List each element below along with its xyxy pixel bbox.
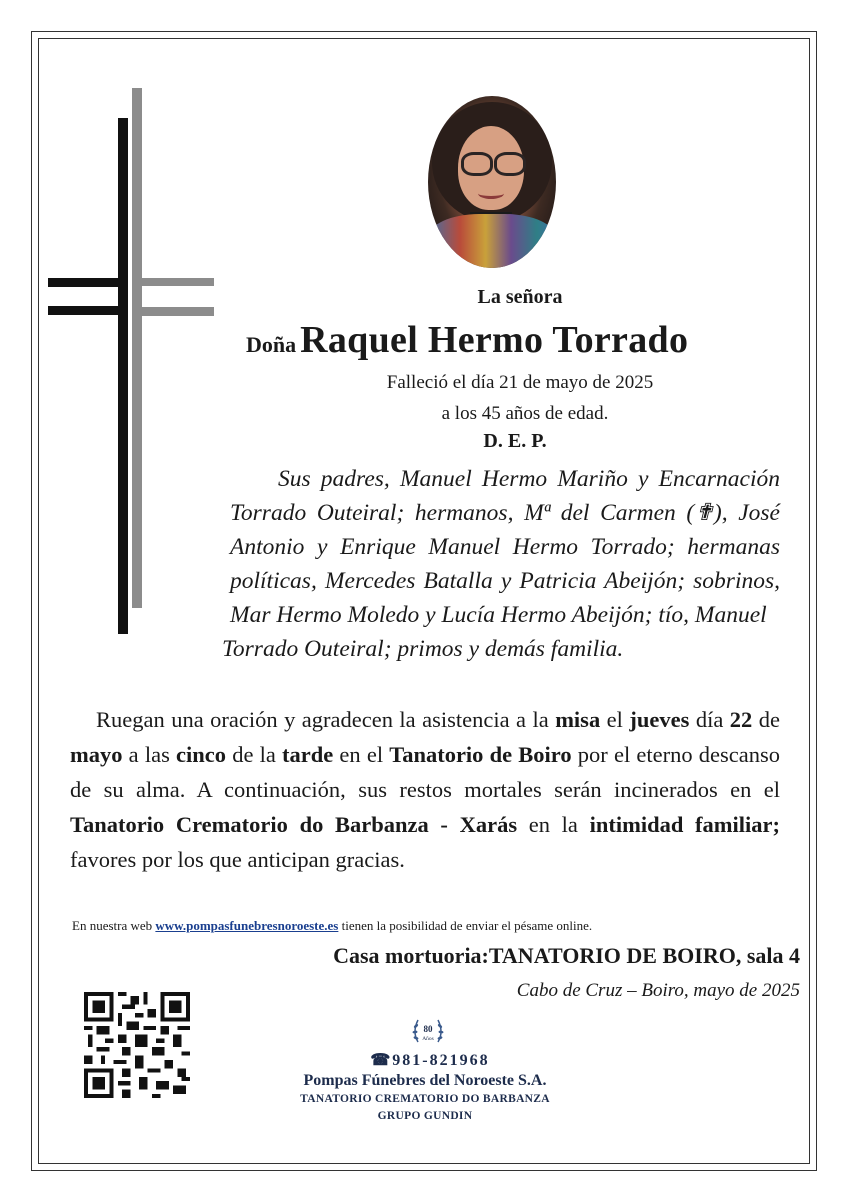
- qr-code-icon[interactable]: [84, 992, 190, 1098]
- mass-text: a las: [122, 742, 177, 767]
- mass-bold: misa: [555, 707, 601, 732]
- mass-bold: cinco: [176, 742, 227, 767]
- mass-bold: tarde: [282, 742, 334, 767]
- casa-mortuoria: Casa mortuoria:TANATORIO DE BOIRO, sala 4: [333, 943, 800, 968]
- age-line: a los 45 años de edad.: [441, 403, 609, 424]
- mass-text: día: [689, 707, 730, 732]
- web-note-suffix: tienen la posibilidad de enviar el pésame online.: [338, 918, 593, 933]
- deceased-name-line: [246, 318, 806, 362]
- mass-bold: 22: [729, 707, 753, 732]
- deceased-name: Raquel Hermo Torrado: [300, 319, 689, 361]
- place-date: Cabo de Cruz – Boiro, mayo de 2025: [516, 980, 800, 1001]
- family-text: Sus padres, Manuel Hermo Mariño y Encarnación Torrado Outeiral; hermanos, Mª del Carmen (✟), José Antonio y Enrique Manuel Hermo Torrado; hermanas políticas, Mercedes Batalla y Patricia Abeijón; sobrinos, Mar Hermo Moledo y Lucía Hermo Abeijón; tío, Manuel: [230, 466, 780, 628]
- phone-text: 981-821968: [392, 1052, 490, 1069]
- family-paragraph: [222, 462, 780, 666]
- tanatorio-name: TANATORIO CREMATORIO DO BARBANZA: [300, 1093, 550, 1105]
- title-la-senora: La señora: [477, 286, 563, 308]
- mass-bold: jueves: [629, 707, 690, 732]
- family-last-line: Torrado Outeiral; primos y demás familia.: [222, 636, 624, 662]
- mass-bold: Tanatorio de Boiro: [389, 742, 572, 767]
- mass-bold: Tanatorio Crematorio do Barbanza - Xarás: [70, 812, 518, 837]
- mass-bold: intimidad familiar;: [589, 812, 781, 837]
- mass-text: Ruegan una oración y agradecen la asistencia a la: [96, 707, 556, 732]
- mass-text: de la: [226, 742, 283, 767]
- mass-text: favores por los que anticipan gracias.: [70, 847, 405, 872]
- honorific: Doña: [246, 332, 297, 357]
- emblem-number: 80: [423, 1024, 433, 1034]
- rip-text: D. E. P.: [483, 430, 547, 452]
- phone-number[interactable]: [350, 1050, 510, 1070]
- mass-text: en la: [517, 812, 590, 837]
- portrait-photo: [428, 96, 556, 268]
- mass-text: en el: [333, 742, 390, 767]
- death-date: Falleció el día 21 de mayo de 2025: [386, 372, 654, 393]
- mass-text: por el eterno descanso de su alma. A continuación, sus restos mortales serán incinerados en el: [70, 742, 780, 802]
- emblem-label: Años: [422, 1036, 434, 1042]
- web-note: [72, 918, 792, 934]
- website-link[interactable]: www.pompasfunebresnoroeste.es: [155, 918, 339, 933]
- phone-icon: ☎: [370, 1052, 393, 1069]
- grupo-name: GRUPO GUNDIN: [377, 1110, 473, 1122]
- mass-text: el: [600, 707, 630, 732]
- web-note-prefix: En nuestra web: [72, 918, 156, 933]
- mass-bold: mayo: [70, 742, 123, 767]
- mass-text: de: [752, 707, 780, 732]
- mass-paragraph: [70, 702, 780, 877]
- company-name: Pompas Fúnebres del Noroeste S.A.: [303, 1072, 547, 1089]
- laurel-emblem-icon: [408, 1012, 448, 1052]
